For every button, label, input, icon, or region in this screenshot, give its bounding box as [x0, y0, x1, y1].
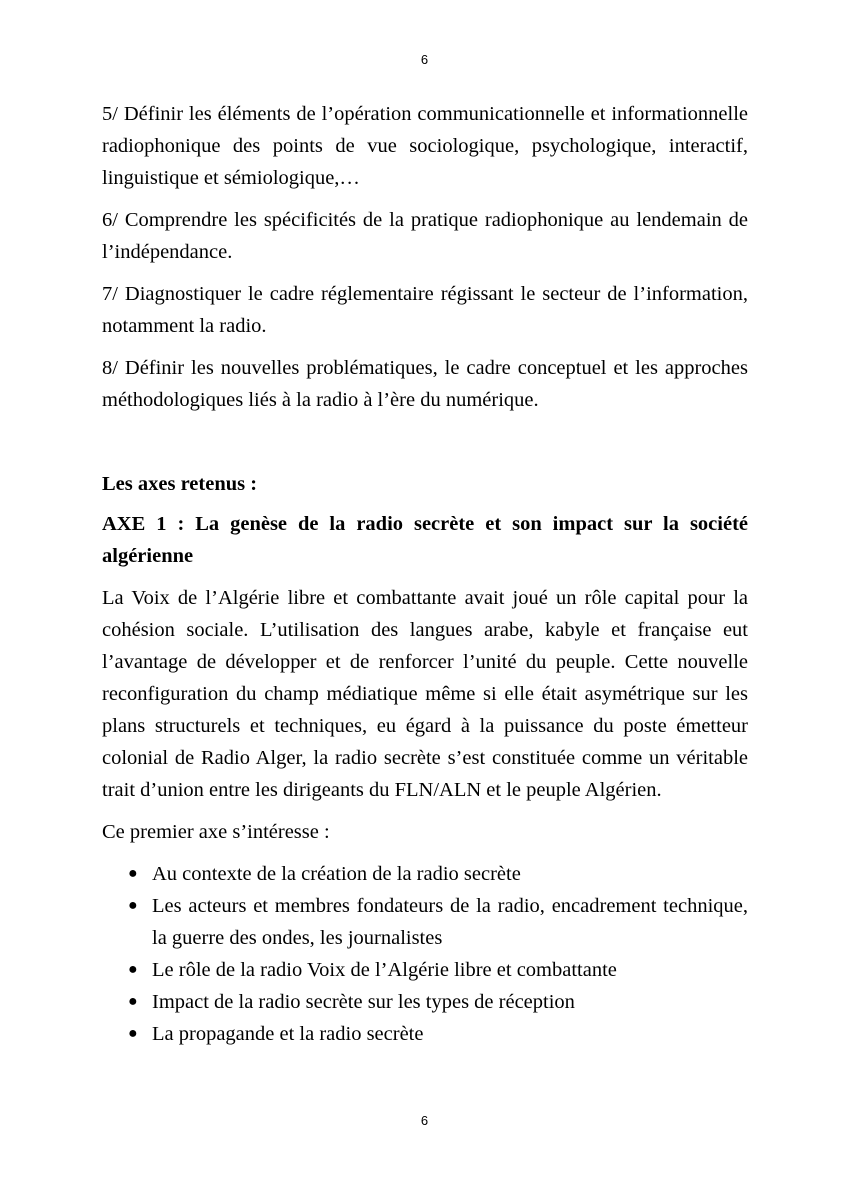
- axe-1-title: AXE 1 : La genèse de la radio secrète et son impact sur la société algérienne: [102, 513, 748, 567]
- axe-1-intro: Ce premier axe s’intéresse :: [102, 821, 330, 843]
- objective-7: 7/ Diagnostiquer le cadre réglementaire régissant le secteur de l’information, notamment la radio.: [102, 283, 748, 337]
- bullet-dot-icon: ●: [128, 897, 138, 914]
- bullet-dot-icon: ●: [128, 865, 138, 882]
- objective-5: 5/ Définir les éléments de l’opération communicationnelle et informationnelle radiophonique des points de vue sociologique, psychologique, interactif, linguistique et sémiologique,…: [102, 103, 748, 189]
- section-title: Les axes retenus :: [102, 473, 258, 495]
- page-body: [102, 98, 748, 1050]
- objective-6: 6/ Comprendre les spécificités de la pratique radiophonique au lendemain de l’indépendance.: [102, 209, 748, 263]
- list-item-text: La propagande et la radio secrète: [152, 1023, 424, 1045]
- list-item: [102, 858, 748, 890]
- axe-1-bullet-list: [102, 858, 748, 1050]
- list-item-text: Le rôle de la radio Voix de l’Algérie libre et combattante: [152, 959, 617, 981]
- bullet-dot-icon: ●: [128, 961, 138, 978]
- objective-8: 8/ Définir les nouvelles problématiques, le cadre conceptuel et les approches méthodologiques liés à la radio à l’ère du numérique.: [102, 357, 748, 411]
- list-item: [102, 1018, 748, 1050]
- list-item: [102, 890, 748, 954]
- list-item-text: Impact de la radio secrète sur les types de réception: [152, 991, 575, 1013]
- axe-1-paragraph: La Voix de l’Algérie libre et combattante avait joué un rôle capital pour la cohésion sociale. L’utilisation des langues arabe, kabyle et française eut l’avantage de développer et de renforcer l’unité du peuple. Cette nouvelle reconfiguration du champ médiatique même si elle était asymétrique sur les plans structurels et techniques, eu égard à la puissance du poste émetteur colonial de Radio Alger, la radio secrète s’est constituée comme un véritable trait d’union entre les dirigeants du FLN/ALN et le peuple Algérien.: [102, 587, 748, 801]
- page-number-bottom: 6: [420, 1113, 429, 1128]
- list-item-text: Les acteurs et membres fondateurs de la radio, encadrement technique, la guerre des ondes, les journalistes: [152, 895, 748, 949]
- list-item-text: Au contexte de la création de la radio secrète: [152, 863, 521, 885]
- bullet-dot-icon: ●: [128, 993, 138, 1010]
- page-number-top: 6: [420, 52, 429, 67]
- list-item: [102, 954, 748, 986]
- list-item: [102, 986, 748, 1018]
- bullet-dot-icon: ●: [128, 1025, 138, 1042]
